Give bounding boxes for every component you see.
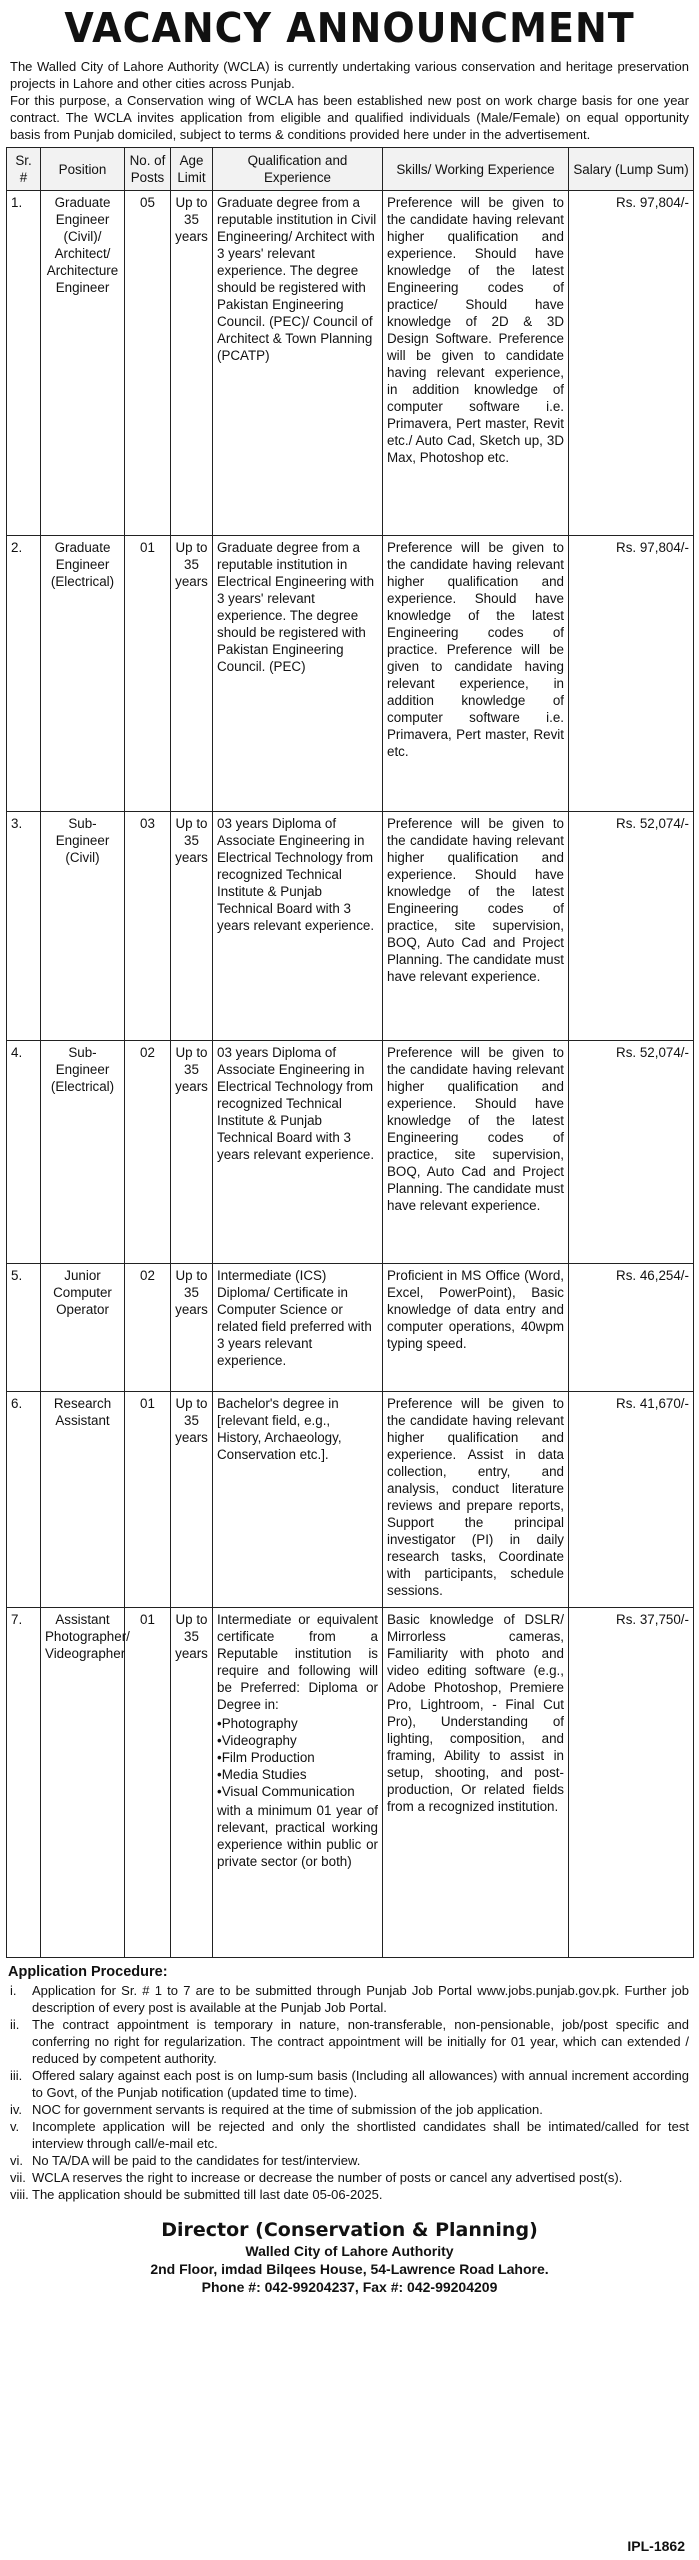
cell-position: Junior Computer Operator bbox=[41, 1264, 125, 1392]
list-item bbox=[10, 2016, 689, 2067]
table-row bbox=[7, 1041, 694, 1264]
list-item bbox=[10, 2118, 689, 2152]
cell-skills: Proficient in MS Office (Word, Excel, PowerPoint), Basic knowledge of data entry and computer operations, 40wpm typing speed. bbox=[383, 1264, 569, 1392]
list-item bbox=[10, 2152, 689, 2169]
procedure-number: vii. bbox=[10, 2170, 26, 2185]
cell-qualification: Graduate degree from a reputable institution in Civil Engineering/ Architect with 3 years' relevant experience. The degree should be registered with Pakistan Engineering Council. (PEC)/ Council of Architect & Town Planning (PCATP) bbox=[213, 191, 383, 536]
cell-salary: Rs. 37,750/- bbox=[569, 1608, 694, 1958]
cell-position: Research Assistant bbox=[41, 1392, 125, 1608]
application-procedure bbox=[6, 1964, 693, 2203]
vacancy-table bbox=[6, 147, 694, 1958]
cell-age: Up to 35 years bbox=[171, 536, 213, 812]
header-posts: No. of Posts bbox=[125, 148, 171, 191]
header-sr: Sr. # bbox=[7, 148, 41, 191]
list-item: • Videography bbox=[217, 1732, 378, 1749]
footer-address: 2nd Floor, imdad Bilqees House, 54-Lawrence Road Lahore. bbox=[150, 2261, 549, 2277]
cell-sr: 6. bbox=[7, 1392, 41, 1608]
cell-qualification: 03 years Diploma of Associate Engineering in Electrical Technology from recognized Technical Institute & Punjab Technical Board with 3 years relevant experience. bbox=[213, 1041, 383, 1264]
cell-age: Up to 35 years bbox=[171, 1264, 213, 1392]
list-item: • Media Studies bbox=[217, 1766, 378, 1783]
footer-signature-block bbox=[6, 2219, 693, 2295]
cell-position: Sub-Engineer (Civil) bbox=[41, 812, 125, 1041]
cell-sr: 1. bbox=[7, 191, 41, 536]
cell-sr: 2. bbox=[7, 536, 41, 812]
procedure-number: viii. bbox=[10, 2187, 29, 2202]
qualification-list bbox=[217, 1715, 378, 1800]
cell-salary: Rs. 52,074/- bbox=[569, 1041, 694, 1264]
footer-organization: Walled City of Lahore Authority bbox=[245, 2243, 454, 2259]
procedure-number: v. bbox=[10, 2119, 20, 2134]
cell-position: Graduate Engineer (Civil)/ Architect/ Architecture Engineer bbox=[41, 191, 125, 536]
list-item bbox=[10, 2169, 689, 2186]
procedure-text: Incomplete application will be rejected and only the shortlisted candidates shall be intimated/called for test interview through call/e-mail etc. bbox=[32, 2119, 689, 2151]
table-row bbox=[7, 1608, 694, 1958]
procedure-number: iv. bbox=[10, 2102, 23, 2117]
list-item: • Film Production bbox=[217, 1749, 378, 1766]
list-item bbox=[10, 2186, 689, 2203]
table-row bbox=[7, 812, 694, 1041]
table-row bbox=[7, 1392, 694, 1608]
header-age: Age Limit bbox=[171, 148, 213, 191]
qualification-intro: Intermediate or equivalent certificate from a Reputable institution is require and following will be Preferred: Diploma or Degree in: bbox=[217, 1612, 378, 1712]
list-item: • Photography bbox=[217, 1715, 378, 1732]
cell-age: Up to 35 years bbox=[171, 1041, 213, 1264]
cell-skills: Preference will be given to the candidate having relevant higher qualification and experience. Assist in data collection, entry, and analysis, conduct literature reviews and prepare reports, Support the principal investigator (PI) in daily research tasks, Coordinate with participants, schedule sessions. bbox=[383, 1392, 569, 1608]
cell-posts: 01 bbox=[125, 1608, 171, 1958]
ipl-code: IPL-1862 bbox=[627, 2538, 685, 2554]
cell-position: Assistant Photographer/ Videographer bbox=[41, 1608, 125, 1958]
table-row bbox=[7, 1264, 694, 1392]
header-position: Position bbox=[41, 148, 125, 191]
cell-skills: Preference will be given to the candidate having relevant higher qualification and experience. Should have knowledge of the latest Engineering codes of practice/ Should have knowledge of 2D & 3D Design Software. Preference will be given to candidate having relevant experience, in addition knowledge of computer software i.e. Primavera, Pert master, Revit etc./ Auto Cad, Sketch up, 3D Max, Photoshop etc. bbox=[383, 191, 569, 536]
list-item: • Visual Communication bbox=[217, 1783, 378, 1800]
cell-qualification: 03 years Diploma of Associate Engineering in Electrical Technology from recognized Technical Institute & Punjab Technical Board with 3 years relevant experience. bbox=[213, 812, 383, 1041]
procedure-text: WCLA reserves the right to increase or decrease the number of posts or cancel any advertised post(s). bbox=[32, 2170, 623, 2185]
cell-salary: Rs. 46,254/- bbox=[569, 1264, 694, 1392]
list-item bbox=[10, 1982, 689, 2016]
procedure-number: ii. bbox=[10, 2017, 20, 2032]
cell-sr: 4. bbox=[7, 1041, 41, 1264]
procedure-title: Application Procedure: bbox=[8, 1964, 168, 1980]
procedure-text: Application for Sr. # 1 to 7 are to be submitted through Punjab Job Portal www.jobs.punjab.gov.pk. Further job description of every post is available at the Punjab Job Portal. bbox=[32, 1983, 689, 2015]
header-salary: Salary (Lump Sum) bbox=[569, 148, 694, 191]
procedure-number: i. bbox=[10, 1983, 17, 1998]
cell-posts: 03 bbox=[125, 812, 171, 1041]
intro-text bbox=[10, 58, 689, 143]
cell-salary: Rs. 97,804/- bbox=[569, 191, 694, 536]
cell-qualification: Intermediate (ICS) Diploma/ Certificate in Computer Science or related field preferred with 3 years relevant experience. bbox=[213, 1264, 383, 1392]
cell-skills: Preference will be given to the candidate having relevant higher qualification and experience. Should have knowledge of the latest Engineering codes of practice. Preference will be given to candidate having relevant experience, in addition knowledge of computer software i.e. Primavera, Pert master, Revit etc. bbox=[383, 536, 569, 812]
cell-sr: 5. bbox=[7, 1264, 41, 1392]
list-item bbox=[10, 2101, 689, 2118]
procedure-number: iii. bbox=[10, 2068, 23, 2083]
cell-skills: Preference will be given to the candidate having relevant higher qualification and experience. Should have knowledge of the latest Engineering codes of practice, site supervision, BOQ, Auto Cad and Project Planning. The candidate must have relevant experience. bbox=[383, 812, 569, 1041]
footer-contact: Phone #: 042-99204237, Fax #: 042-99204209 bbox=[201, 2279, 498, 2295]
footer-designation: Director (Conservation & Planning) bbox=[161, 2219, 538, 2241]
procedure-text: No TA/DA will be paid to the candidates for test/interview. bbox=[32, 2153, 361, 2168]
table-row bbox=[7, 536, 694, 812]
table-row bbox=[7, 191, 694, 536]
header-skills: Skills/ Working Experience bbox=[383, 148, 569, 191]
intro-paragraph: The Walled City of Lahore Authority (WCLA) is currently undertaking various conservation and heritage preservation projects in Lahore and other cities across Punjab. bbox=[10, 59, 689, 91]
procedure-number: vi. bbox=[10, 2153, 23, 2168]
cell-position: Graduate Engineer (Electrical) bbox=[41, 536, 125, 812]
intro-paragraph: For this purpose, a Conservation wing of WCLA has been established new post on work charge basis for one year contract. The WCLA invites application from eligible and qualified individuals (Male/Female) on equal opportunity basis from Punjab domiciled, subject to terms & conditions provided here under in the advertisement. bbox=[10, 93, 689, 142]
page-title: VACANCY ANNOUNCMENT bbox=[64, 4, 635, 52]
cell-sr: 3. bbox=[7, 812, 41, 1041]
cell-position: Sub-Engineer (Electrical) bbox=[41, 1041, 125, 1264]
cell-posts: 01 bbox=[125, 536, 171, 812]
cell-salary: Rs. 52,074/- bbox=[569, 812, 694, 1041]
cell-age: Up to 35 years bbox=[171, 812, 213, 1041]
cell-salary: Rs. 97,804/- bbox=[569, 536, 694, 812]
procedure-text: NOC for government servants is required at the time of submission of the job application. bbox=[32, 2102, 543, 2117]
procedure-text: The application should be submitted till last date 05-06-2025. bbox=[32, 2187, 383, 2202]
cell-posts: 05 bbox=[125, 191, 171, 536]
cell-age: Up to 35 years bbox=[171, 1392, 213, 1608]
cell-skills: Preference will be given to the candidate having relevant higher qualification and experience. Should have knowledge of the latest Engineering codes of practice, site supervision, BOQ, Auto Cad and Project Planning. The candidate must have relevant experience. bbox=[383, 1041, 569, 1264]
cell-qualification: Graduate degree from a reputable institution in Electrical Engineering with 3 years' relevant experience. The degree should be registered with Pakistan Engineering Council. (PEC) bbox=[213, 536, 383, 812]
procedure-text: The contract appointment is temporary in nature, non-transferable, non-pensionable, job/post specific and conferring no right for regularization. The contract appointment will be initially for 01 year, which can extended / reduced by competent authority. bbox=[32, 2017, 689, 2066]
cell-posts: 02 bbox=[125, 1041, 171, 1264]
header-qualification: Qualification and Experience bbox=[213, 148, 383, 191]
cell-qualification bbox=[213, 1608, 383, 1958]
cell-posts: 01 bbox=[125, 1392, 171, 1608]
cell-skills: Basic knowledge of DSLR/ Mirrorless cameras, Familiarity with photo and video editing software (e.g., Adobe Photoshop, Premiere Pro, Lightroom, - Final Cut Pro), Understanding of lighting, composition, and framing, Ability to assist in setup, shooting, and post-production, Or related fields from a recognized institution. bbox=[383, 1608, 569, 1958]
cell-posts: 02 bbox=[125, 1264, 171, 1392]
cell-age: Up to 35 years bbox=[171, 191, 213, 536]
table-header-row bbox=[7, 148, 694, 191]
list-item bbox=[10, 2067, 689, 2101]
cell-qualification: Bachelor's degree in [relevant field, e.g., History, Archaeology, Conservation etc.]. bbox=[213, 1392, 383, 1608]
cell-sr: 7. bbox=[7, 1608, 41, 1958]
qualification-outro: with a minimum 01 year of relevant, practical working experience within public or private sector (or both) bbox=[217, 1803, 378, 1869]
cell-age: Up to 35 years bbox=[171, 1608, 213, 1958]
cell-salary: Rs. 41,670/- bbox=[569, 1392, 694, 1608]
procedure-text: Offered salary against each post is on lump-sum basis (Including all allowances) with annual increment according to Govt, of the Punjab notification (updated time to time). bbox=[32, 2068, 689, 2100]
